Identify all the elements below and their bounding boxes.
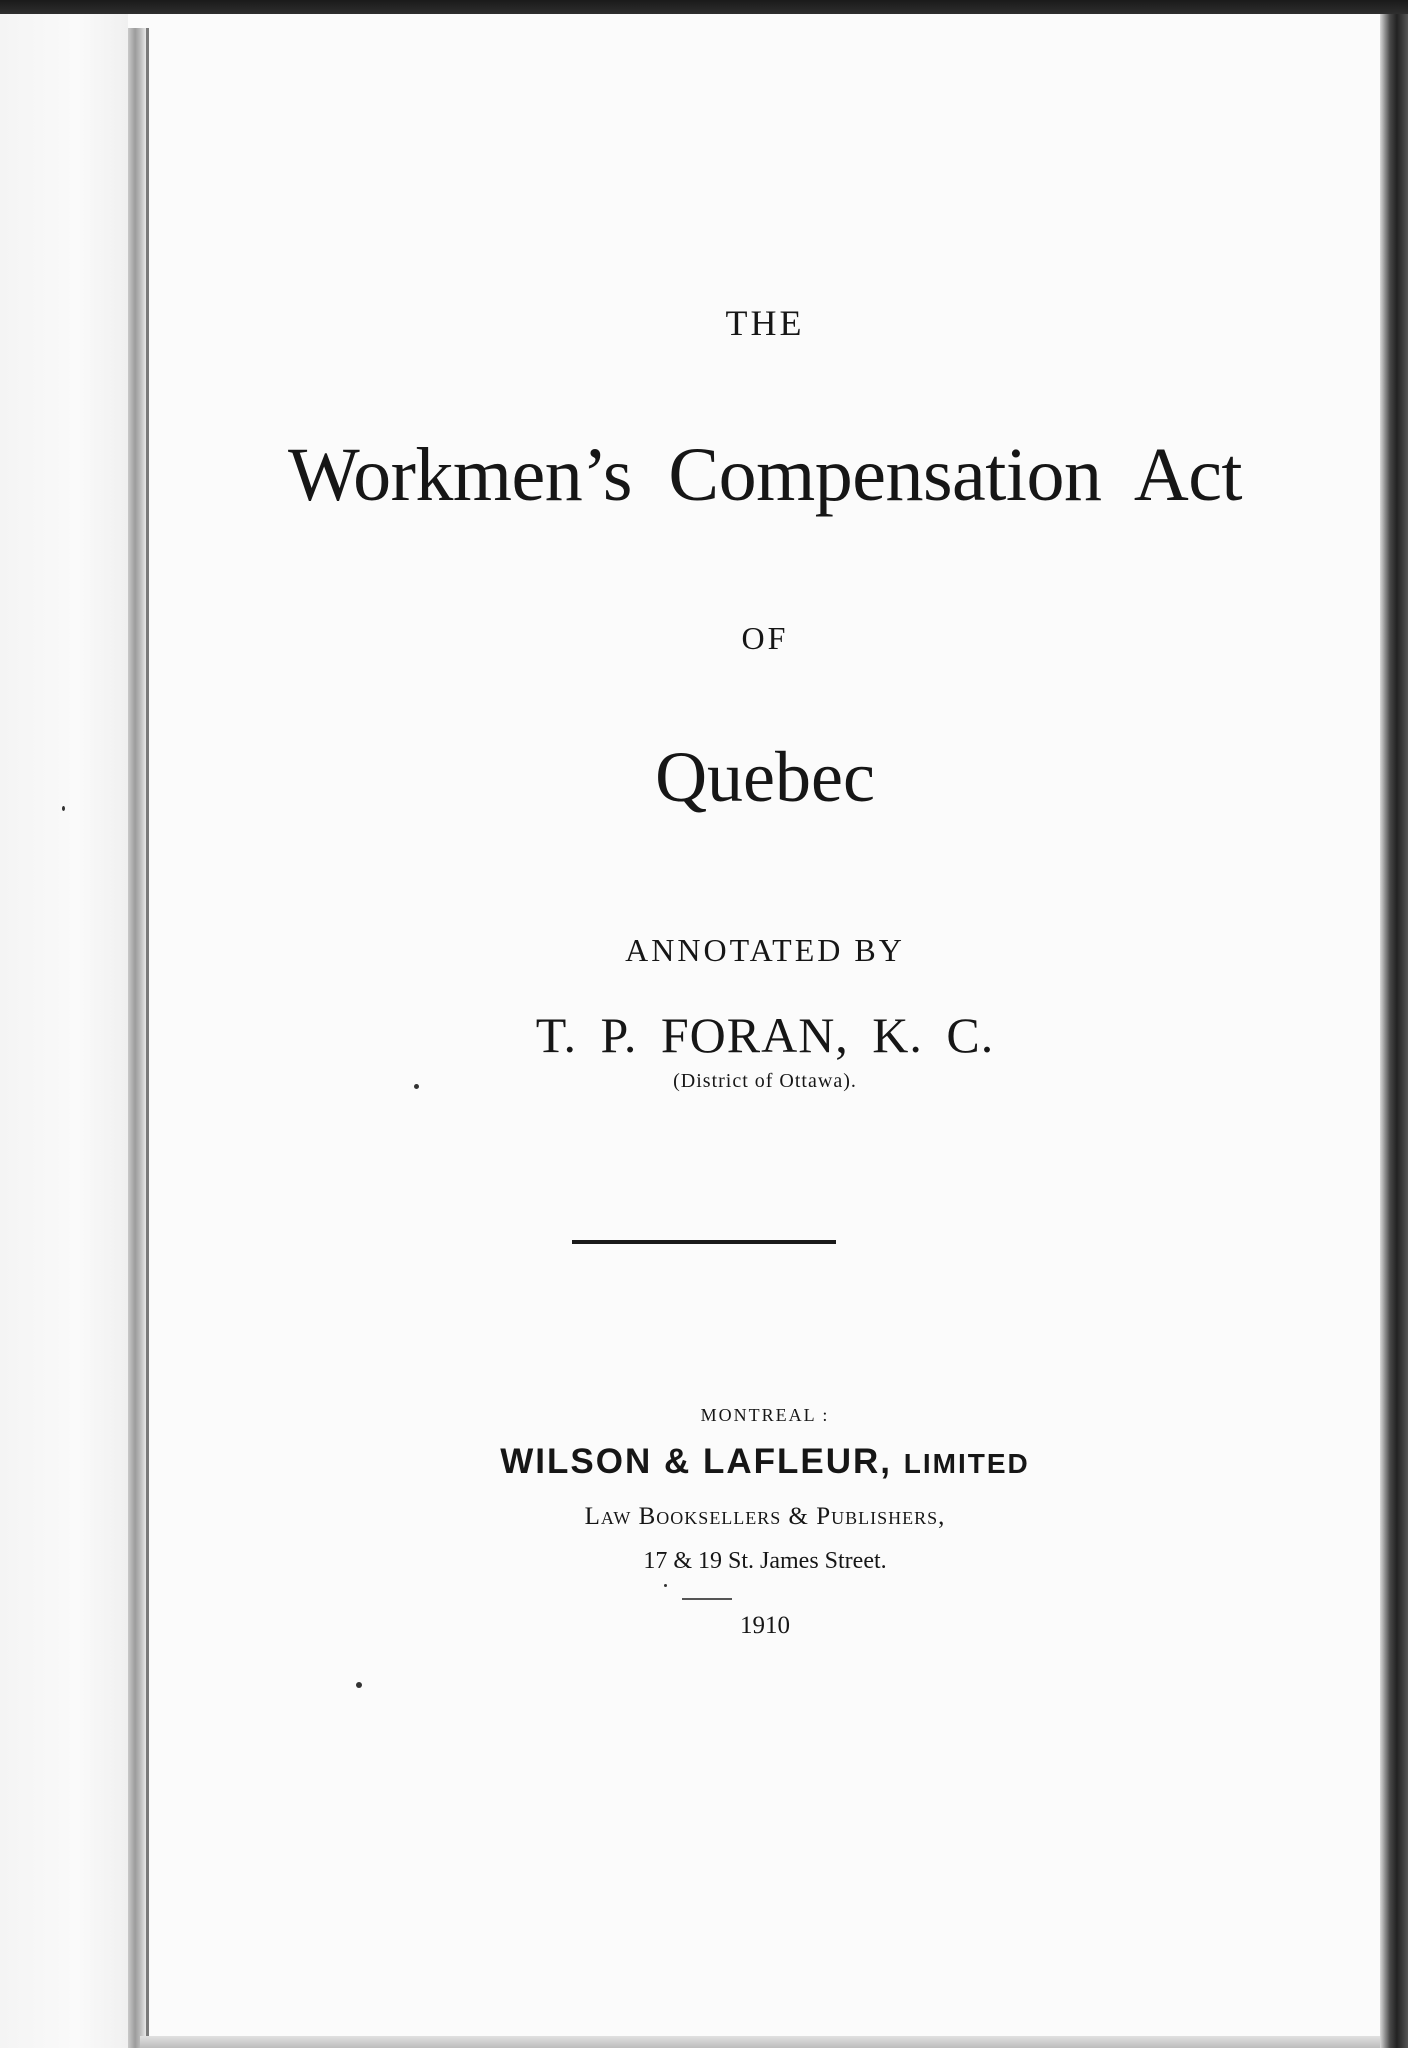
page-bottom-edge — [140, 2036, 1380, 2048]
scan-top-border — [0, 0, 1408, 14]
title-article: THE — [725, 303, 805, 343]
publisher-address: 17 & 19 St. James Street. — [643, 1548, 887, 1574]
scan-speck — [664, 1584, 667, 1587]
imprint-city: MONTREAL : — [700, 1405, 830, 1425]
publisher-trade: Law Booksellers & Publishers, — [584, 1503, 946, 1530]
publisher-main: WILSON & LAFLEUR, — [500, 1442, 892, 1481]
scan-speck — [356, 1682, 362, 1688]
publisher-name — [150, 1442, 1380, 1482]
book-gutter — [128, 28, 146, 2048]
author-name: T. P. FORAN, K. C. — [535, 1007, 995, 1063]
province-title: Quebec — [655, 737, 875, 817]
title-preposition: OF — [741, 620, 789, 656]
year-divider — [682, 1598, 732, 1600]
main-title: Workmen’s Compensation Act — [287, 433, 1243, 517]
publication-year: 1910 — [740, 1612, 790, 1639]
section-divider — [572, 1240, 836, 1244]
author-district: (District of Ottawa). — [673, 1070, 857, 1092]
gutter-line — [146, 28, 149, 2048]
publisher-suffix: LIMITED — [903, 1448, 1030, 1479]
facing-page-margin — [0, 14, 128, 2048]
annotated-by: ANNOTATED BY — [625, 932, 905, 968]
page-right-edge — [1380, 14, 1408, 2048]
scan-speck — [62, 806, 65, 811]
